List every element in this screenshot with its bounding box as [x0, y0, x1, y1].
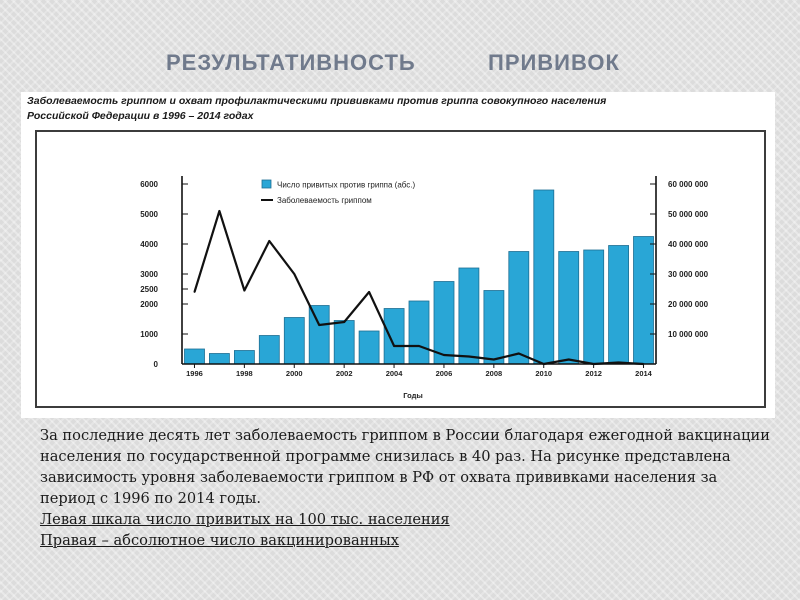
- x-tick-label: 2002: [335, 369, 353, 378]
- x-tick-label: 2006: [435, 369, 453, 378]
- right-tick-label: 10 000 000: [668, 330, 709, 339]
- left-tick-label: 3000: [140, 270, 158, 279]
- bar-1996: [185, 349, 205, 364]
- bar-2003: [359, 331, 379, 364]
- x-tick-label: 2010: [535, 369, 553, 378]
- bar-2013: [609, 246, 629, 365]
- right-tick-label: 50 000 000: [668, 210, 709, 219]
- x-tick-label: 2008: [485, 369, 503, 378]
- right-tick-label: 60 000 000: [668, 180, 709, 189]
- title-right: ПРИВИВОК: [488, 50, 620, 75]
- line-point-1996: [194, 291, 196, 293]
- right-tick-label: 20 000 000: [668, 300, 709, 309]
- x-axis-title: Годы: [403, 391, 423, 400]
- line-point-2000: [293, 273, 295, 275]
- bar-2007: [459, 268, 479, 364]
- legend-line-label: Заболеваемость гриппом: [277, 196, 372, 205]
- x-tick-label: 1998: [236, 369, 253, 378]
- title-left: РЕЗУЛЬТАТИВНОСТЬ: [166, 50, 416, 75]
- line-point-2004: [393, 345, 395, 347]
- line-point-1998: [244, 290, 246, 292]
- line-point-2001: [318, 324, 320, 326]
- line-point-2008: [493, 359, 495, 361]
- line-point-2010: [543, 363, 545, 365]
- left-tick-label: 5000: [140, 210, 158, 219]
- line-point-1997: [219, 210, 221, 212]
- line-point-1999: [268, 240, 270, 242]
- legend-bar-swatch: [262, 180, 271, 188]
- bar-2012: [584, 250, 604, 364]
- left-tick-label: 6000: [140, 180, 158, 189]
- bar-1999: [259, 336, 279, 365]
- bar-2000: [284, 318, 304, 365]
- left-tick-label: 1000: [140, 330, 158, 339]
- bar-2009: [509, 252, 529, 365]
- line-point-2006: [443, 354, 445, 356]
- chart: [21, 92, 775, 418]
- x-tick-label: 2014: [635, 369, 652, 378]
- bar-2008: [484, 291, 504, 365]
- bar-1997: [209, 354, 229, 365]
- line-point-2014: [643, 363, 645, 365]
- line-point-2012: [593, 363, 595, 365]
- bar-2011: [559, 252, 579, 365]
- bar-2001: [309, 306, 329, 365]
- line-point-2007: [468, 356, 470, 358]
- left-tick-label: 2000: [140, 300, 158, 309]
- slide-title: [0, 50, 800, 82]
- left-tick-label: 4000: [140, 240, 158, 249]
- right-tick-label: 30 000 000: [668, 270, 709, 279]
- bar-2014: [634, 237, 654, 365]
- bar-2004: [384, 309, 404, 365]
- x-tick-label: 2000: [285, 369, 303, 378]
- left-scale-note: Левая шкала число привитых на 100 тыс. населения: [40, 511, 450, 528]
- x-tick-label: 2004: [385, 369, 403, 378]
- left-tick-label: 2500: [140, 285, 158, 294]
- line-point-2003: [368, 291, 370, 293]
- left-tick-label: 0: [153, 360, 158, 369]
- caption-paragraph: За последние десять лет заболеваемость гриппом в России благодаря ежегодной вакцинации населения по государственной программе снизилась в 40 раз. На рисунке представлена зависимость уровня заболеваемости гриппом в РФ от охвата прививками населения за период с 1996 по 2014 годы.: [40, 427, 771, 507]
- line-point-2002: [343, 321, 345, 323]
- caption: [40, 425, 770, 551]
- chart-heading-line2: Российской Федерации в 1996 – 2014 годах: [27, 110, 254, 122]
- right-tick-label: 40 000 000: [668, 240, 709, 249]
- x-tick-label: 2012: [585, 369, 602, 378]
- bar-2005: [409, 301, 429, 364]
- line-point-2005: [418, 345, 420, 347]
- chart-heading-line1: Заболеваемость гриппом и охват профилактическими прививками против гриппа совокупного населения: [27, 95, 607, 107]
- right-scale-note: Правая – абсолютное число вакцинированных: [40, 532, 399, 549]
- bar-2002: [334, 321, 354, 365]
- chart-panel: [21, 92, 775, 418]
- line-point-2011: [568, 359, 570, 361]
- bar-2010: [534, 190, 554, 364]
- line-point-2013: [618, 362, 620, 364]
- line-point-2009: [518, 353, 520, 355]
- x-tick-label: 1996: [186, 369, 203, 378]
- bar-1998: [234, 351, 254, 365]
- legend-bar-label: Число привитых против гриппа (абс.): [277, 180, 416, 190]
